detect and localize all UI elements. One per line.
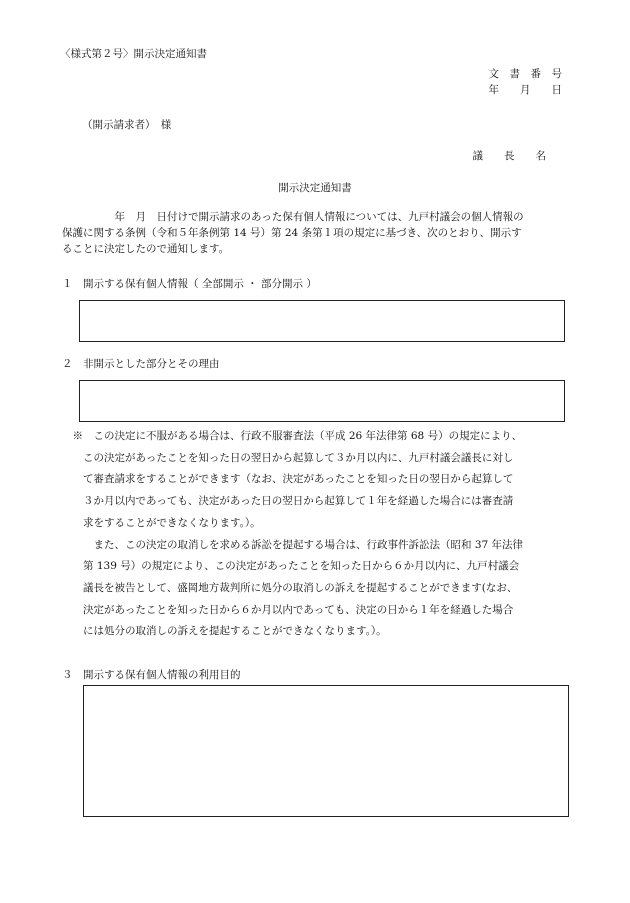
section-2-heading: ２ 非開示とした部分とその理由 [62, 358, 220, 370]
document-number-label: 文 書 番 号 [488, 68, 562, 80]
notice-line: 議長を被告として、盛岡地方裁判所に処分の取消しの訴えを提起することができます(なお、 [62, 581, 518, 594]
date-label: 年 月 日 [488, 84, 562, 96]
document-meta [489, 66, 563, 98]
section-2-box [79, 380, 565, 422]
notice-line: 第 139 号）の規定により、この決定があったことを知った日から６か月以内に、九戸村議会 [62, 560, 520, 573]
notice-line: ※ この決定に不服がある場合は、行政不服審査法（平成 26 年法律第 68 号）の規定により、 [62, 430, 523, 442]
notice-line: 決定があったことを知った日から６か月以内であっても、決定の日から１年を経過した場合 [62, 603, 514, 616]
requester-addressee: （開示請求者） 様 [82, 119, 172, 131]
chair-name: 議 長 名 [472, 150, 546, 162]
section-1-box [79, 300, 565, 342]
intro-line: 保護に関する条例（令和５年条例第 14 号）第 24 条第１項の規定に基づき、次のとおり、開示す [62, 227, 522, 239]
notice-line: 求をすることができなくなります。）。 [62, 516, 261, 529]
section-1-heading: １ 開示する保有個人情報（ 全部開示 ・ 部分開示 ） [62, 278, 317, 290]
section-3-heading: ３ 開示する保有個人情報の利用目的 [62, 669, 241, 681]
notice-line: また、この決定の取消しを求める訴訟を提起する場合は、行政事件訴訟法（昭和 37 年法律 [62, 538, 524, 551]
notice-line: ３か月以内であっても、決定があった日の翌日から起算して１年を経過した場合には審査請 [62, 495, 514, 508]
intro-line: 年 月 日付けで開示請求のあった保有個人情報については、九戸村議会の個人情報の [62, 211, 524, 223]
section-3-box [83, 685, 569, 817]
notice-line: この決定があったことを知った日の翌日から起算して３か月以内に、九戸村議会議長に対し [62, 451, 514, 464]
appeal-notice [62, 426, 572, 643]
notice-line: て審査請求をすることができます（なお、決定があったことを知った日の翌日から起算して [62, 473, 514, 486]
form-label: 〈様式第２号〉開示決定通知書 [60, 48, 207, 60]
intro-paragraph [62, 209, 570, 257]
intro-line: ることに決定したので通知します。 [62, 243, 230, 255]
notice-line: には処分の取消しの訴えを提起することができなくなります。）。 [62, 625, 387, 638]
document-title: 開示決定通知書 [278, 182, 352, 194]
